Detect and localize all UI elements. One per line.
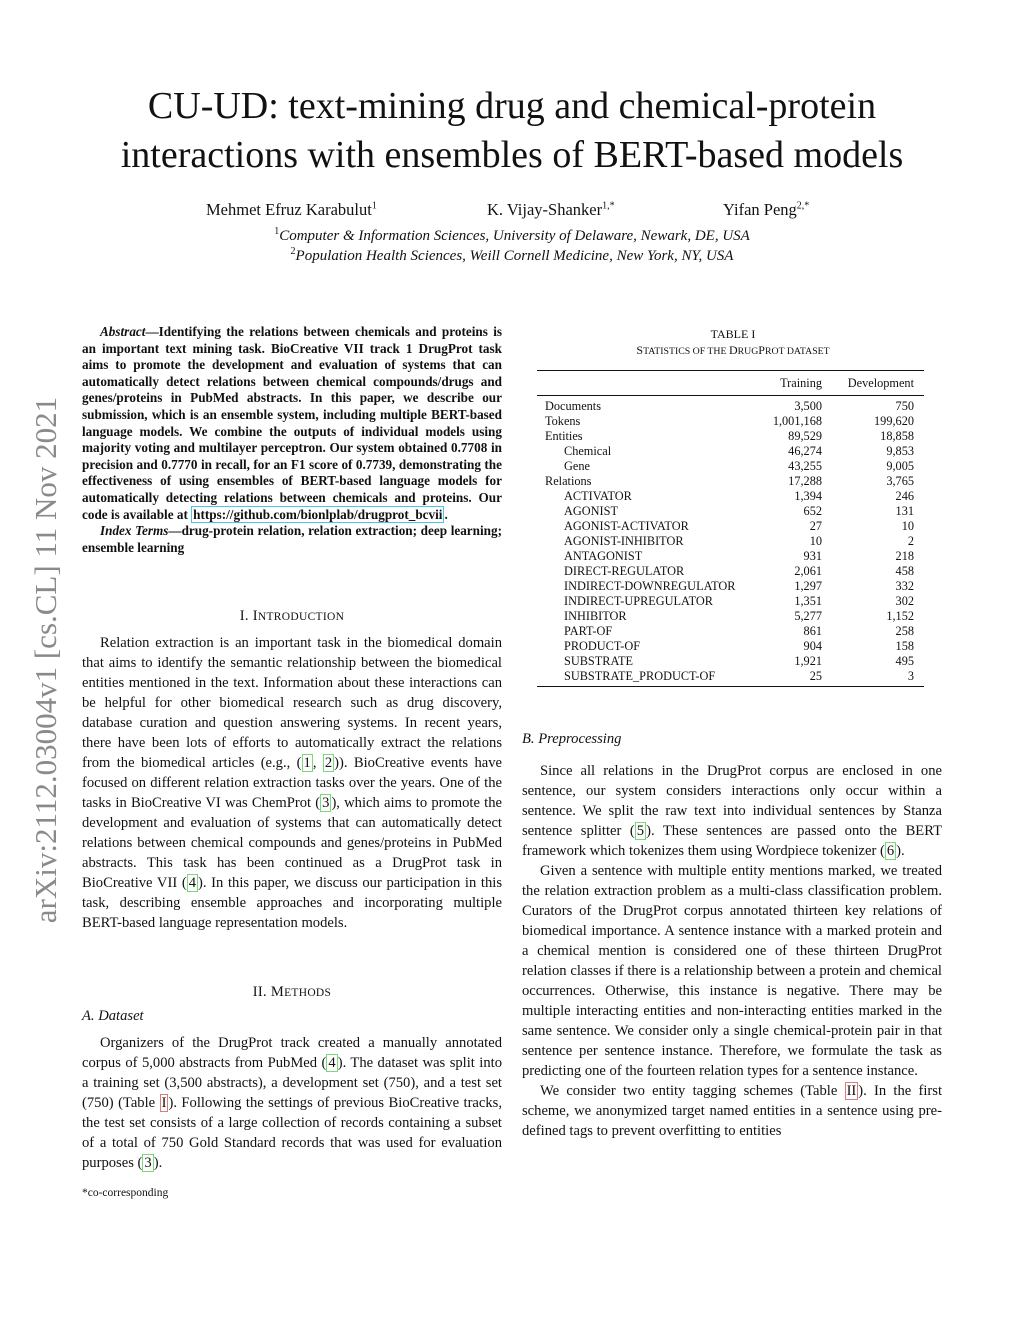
table-row bbox=[537, 519, 924, 534]
row-label: AGONIST-ACTIVATOR bbox=[564, 519, 689, 533]
table-title: STATISTICS OF THE DRUGPROT DATASET bbox=[636, 343, 830, 357]
table-header-row bbox=[537, 371, 924, 396]
training-value: 904 bbox=[803, 639, 822, 653]
abstract-label: Abstract bbox=[100, 324, 146, 339]
development-value: 18,858 bbox=[880, 429, 914, 443]
row-label: INDIRECT-DOWNREGULATOR bbox=[564, 579, 736, 593]
index-terms-label: Index Terms bbox=[100, 523, 169, 539]
development-value: 9,005 bbox=[886, 459, 914, 473]
paper-title bbox=[60, 82, 964, 180]
training-value: 1,001,168 bbox=[772, 414, 822, 428]
author-3: Yifan Peng$^{2,*}$ bbox=[723, 200, 810, 219]
development-value: 302 bbox=[895, 594, 914, 608]
development-value: 1,152 bbox=[886, 609, 914, 623]
citation-link[interactable]: 3 bbox=[144, 1155, 152, 1171]
table-row bbox=[537, 444, 924, 459]
training-value: 1,394 bbox=[794, 489, 822, 503]
table-row bbox=[537, 549, 924, 564]
code-link[interactable]: https://github.com/bionlplab/drugprot_bcvii bbox=[193, 506, 443, 522]
index-terms-text: —drug-protein relation, relation extraction; deep learning; ensemble learning bbox=[82, 523, 502, 555]
section-heading-methods: II. METHODS bbox=[252, 984, 332, 1000]
development-value: 10 bbox=[901, 519, 914, 533]
development-value: 3 bbox=[822, 669, 924, 687]
row-label: SUBSTRATE bbox=[564, 654, 634, 668]
table-header-development: Development bbox=[822, 371, 924, 396]
training-value: 2,061 bbox=[794, 564, 822, 578]
preprocessing-paragraph-2: Given a sentence with multiple entity mentions marked, we treated the relation extraction problem as a multi-class classification problem. Curators of the DrugProt corpus annotated thirteen key relations of biomedical importance. A sentence instance with a marked protein and a chemical mention is considered one of these thirteen DrugProt relation classes if there is a relationship between a protein and chemical occurrences. Otherwise, this instance is negative. There may be multiple interacting entities and non-interacting entities marked in the same sentence. We consider only a single chemical-protein pair in that sentence per sentence instance. Therefore, we formulate the task as predicting one of the fourteen relation types for a sentence instance. bbox=[522, 863, 942, 1079]
row-label: INHIBITOR bbox=[564, 609, 627, 623]
table-header bbox=[537, 371, 747, 396]
training-value: 861 bbox=[803, 624, 822, 638]
affiliation-1: $^1$Computer & Information Sciences, University of Delaware, Newark, DE, USA bbox=[274, 226, 750, 244]
preprocessing-paragraph-3: We consider two entity tagging schemes (Table II ). In the first scheme, we anonymized target named entities in a sentence using pre-defined tags to prevent overfitting to entities bbox=[522, 1083, 942, 1139]
development-value: 258 bbox=[895, 624, 914, 638]
training-value: 43,255 bbox=[788, 459, 822, 473]
development-value: 131 bbox=[895, 504, 914, 518]
development-value: 218 bbox=[895, 549, 914, 563]
development-value: 750 bbox=[895, 399, 914, 413]
row-label: ACTIVATOR bbox=[564, 489, 632, 503]
table-row bbox=[537, 429, 924, 444]
table-row bbox=[537, 654, 924, 669]
row-label: Chemical bbox=[564, 444, 612, 458]
training-value: 5,277 bbox=[794, 609, 822, 623]
footnote: *co-corresponding bbox=[82, 1187, 169, 1199]
development-value: 158 bbox=[895, 639, 914, 653]
row-label: ANTAGONIST bbox=[564, 549, 643, 563]
development-value: 458 bbox=[895, 564, 914, 578]
citation-link[interactable]: 3 bbox=[322, 795, 330, 811]
table-row bbox=[537, 594, 924, 609]
training-value: 89,529 bbox=[788, 429, 822, 443]
table-label: TABLE I bbox=[710, 327, 756, 341]
development-value: 3,765 bbox=[886, 474, 914, 488]
row-label: DIRECT-REGULATOR bbox=[564, 564, 685, 578]
training-value: 1,297 bbox=[794, 579, 822, 593]
table-row bbox=[537, 579, 924, 594]
row-label: Tokens bbox=[545, 414, 581, 428]
row-label: Documents bbox=[545, 399, 602, 413]
introduction-paragraph: Relation extraction is an important task in the biomedical domain that aims to identify the semantic relationship between the biomedical entities mentioned in the text. Information about these interactions can be helpful for other biomedical research such as drug discovery, database curation and question answering systems. In recent years, there have been lots of efforts to automatically extract the relations from the biomedical articles (e.g., ( 1 , 2 )). BioCreative events have focused on different relation extraction tasks over the years. One of the tasks in BioCreative VI was ChemProt ( 3 ), which aims to promote the development and evaluation of systems that can automatically detect relations between chemical compounds and genes/proteins in PubMed abstracts. This task has been continued as a DrugProt task in BioCreative VII ( 4 ). In this paper, we discuss our participation in this task, describing ensemble approaches and incorporating multiple BERT-based language representation models. bbox=[82, 635, 502, 931]
table-row bbox=[537, 474, 924, 489]
statistics-table bbox=[537, 370, 924, 687]
table-reference-link[interactable]: I bbox=[161, 1095, 167, 1111]
training-value: 17,288 bbox=[788, 474, 822, 488]
training-value: 3,500 bbox=[794, 399, 822, 413]
table-row bbox=[537, 639, 924, 654]
row-label: INDIRECT-UPREGULATOR bbox=[564, 594, 713, 608]
row-label: PART-OF bbox=[564, 624, 613, 638]
abstract: Abstract—Identifying the relations between chemicals and proteins is an important text mining task. BioCreative VII track 1 DrugProt task aims to promote the development and evaluation of systems that can automatically detect relations between chemical compounds/drugs and genes/proteins in PubMed abstracts. In this paper, we describe our submission, which is an ensemble system, including multiple BERT-based language models. We combine the outputs of individual models using majority voting and multilayer perceptron. Our system obtained 0.7708 in precision and 0.7770 in recall, for an F1 score of 0.7739, demonstrating the effectiveness of using ensembles of BERT-based language models for automatically detecting relations between chemicals and proteins. Our code is available at https://github.com/bionlplab/drugprot_bcvii . Index Terms—drug-protein relation, relation extraction; deep learning; ensemble learning bbox=[82, 324, 502, 555]
citation-link[interactable]: 6 bbox=[886, 843, 895, 859]
subsection-heading-dataset: A. Dataset bbox=[82, 1008, 144, 1024]
section-heading-introduction: I. INTRODUCTION bbox=[239, 608, 345, 624]
author-1: Mehmet Efruz Karabulut$^1$ bbox=[206, 200, 377, 219]
development-value: 2 bbox=[907, 534, 914, 548]
development-value: 495 bbox=[895, 654, 914, 668]
dataset-paragraph: Organizers of the DrugProt track created a manually annotated corpus of 5,000 abstracts from PubMed ( 4 ). The dataset was split into a training set (3,500 abstracts), a development set (750), and a test set (750) (Table I ). Following the settings of previous BioCreative tracks, the test set consists of a large collection of records containing a subset of a total of 750 Gold Standard records that was used for evaluation purposes ( 3 ). bbox=[82, 1035, 503, 1171]
row-label: AGONIST bbox=[564, 504, 618, 518]
arxiv-stamp: arXiv:2112.03004v1 [cs.CL] 11 Nov 2021 bbox=[28, 396, 63, 924]
preprocessing-body bbox=[522, 761, 942, 1141]
table-row bbox=[537, 459, 924, 474]
training-value: 25 bbox=[747, 669, 822, 687]
training-value: 652 bbox=[803, 504, 822, 518]
development-value: 332 bbox=[895, 579, 914, 593]
training-value: 1,921 bbox=[794, 654, 822, 668]
citation-link[interactable]: 2 bbox=[324, 755, 333, 771]
training-value: 1,351 bbox=[794, 594, 822, 608]
table-row bbox=[537, 396, 924, 415]
author-2: K. Vijay-Shanker$^{1,*}$ bbox=[487, 200, 615, 219]
title-line-1: CU-UD: text-mining drug and chemical-protein bbox=[147, 85, 877, 127]
training-value: 10 bbox=[809, 534, 822, 548]
table-caption bbox=[522, 326, 944, 360]
training-value: 46,274 bbox=[788, 444, 822, 458]
preprocessing-paragraph-1: Since all relations in the DrugProt corpus are enclosed in one sentence, our system considers interactions only occur within a sentence. We split the raw text into individual sentences by Stanza sentence splitter ( 5 ). These sentences are passed onto the BERT framework which tokenizes them using Wordpiece tokenizer ( 6 ). bbox=[522, 763, 942, 859]
citation-link[interactable]: 4 bbox=[188, 875, 196, 891]
row-label: Relations bbox=[545, 474, 592, 488]
row-label: Entities bbox=[545, 429, 583, 443]
affiliation-2: $^2$Population Health Sciences, Weill Cornell Medicine, New York, NY, USA bbox=[290, 246, 734, 264]
development-value: 246 bbox=[895, 489, 914, 503]
table-row bbox=[537, 534, 924, 549]
table-row bbox=[537, 609, 924, 624]
citation-link[interactable]: 5 bbox=[636, 823, 645, 839]
abstract-text: —Identifying the relations between chemicals and proteins is an important text mining task. BioCreative VII track 1 DrugProt task aims to promote the development and evaluation of systems that can automatically detect relations between chemical compounds/drugs and genes/proteins in PubMed abstracts. In this paper, we describe our submission, which is an ensemble system, including multiple BERT-based language models. We combine the outputs of individual models using majority voting and multilayer perceptron. Our system obtained 0.7708 in precision and 0.7770 in recall, for an F1 score of 0.7739, demonstrating the effectiveness of using ensembles of BERT-based language models for automatically detecting relations between chemicals and proteins. Our code is available at bbox=[82, 324, 502, 522]
training-value: 931 bbox=[803, 549, 822, 563]
table-reference-link[interactable]: II bbox=[846, 1083, 857, 1099]
row-label: AGONIST-INHIBITOR bbox=[564, 534, 684, 548]
author-list bbox=[0, 200, 1024, 224]
table-row bbox=[537, 414, 924, 429]
table-row bbox=[537, 489, 924, 504]
subsection-heading-preprocessing: B. Preprocessing bbox=[522, 731, 622, 747]
citation-link[interactable]: 4 bbox=[328, 1055, 336, 1071]
row-label: Gene bbox=[564, 459, 590, 473]
development-value: 199,620 bbox=[874, 414, 914, 428]
citation-link[interactable]: 1 bbox=[303, 755, 311, 771]
row-label: SUBSTRATE_PRODUCT-OF bbox=[537, 669, 747, 687]
title-line-2: interactions with ensembles of BERT-based models bbox=[120, 134, 904, 176]
table-header-training: Training bbox=[747, 371, 822, 396]
row-label: PRODUCT-OF bbox=[564, 639, 641, 653]
table-row bbox=[537, 564, 924, 579]
table-row bbox=[537, 624, 924, 639]
development-value: 9,853 bbox=[886, 444, 914, 458]
training-value: 27 bbox=[809, 519, 822, 533]
table-row bbox=[537, 504, 924, 519]
table-row bbox=[537, 669, 924, 687]
